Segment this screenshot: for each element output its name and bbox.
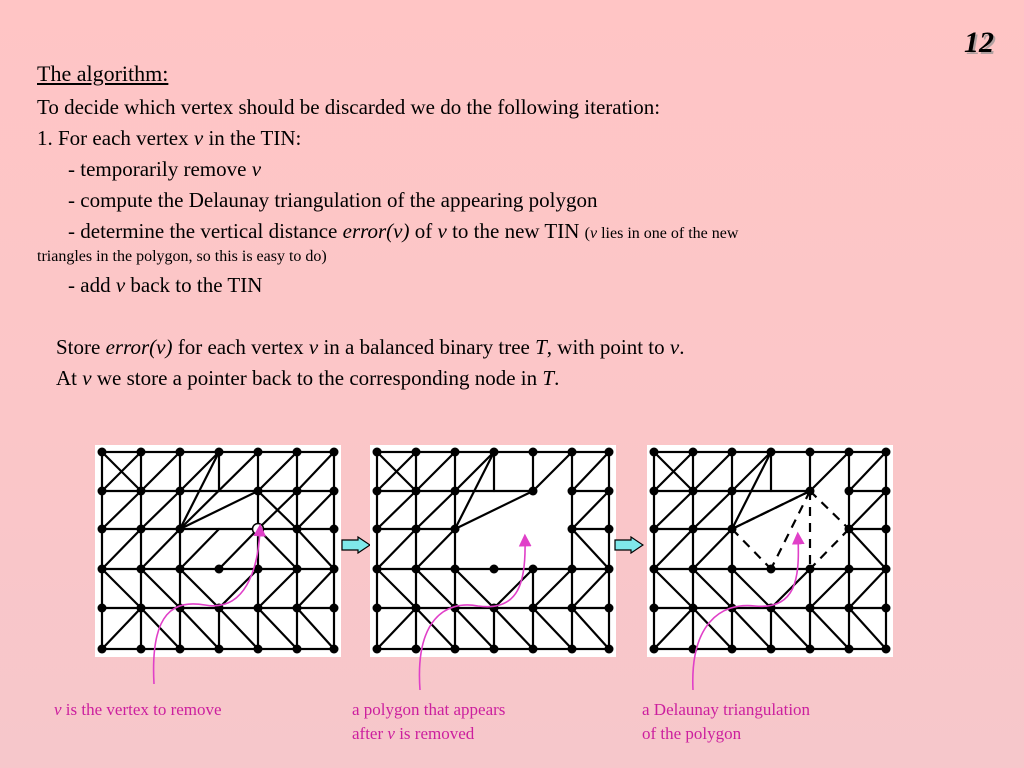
tin-diagram-triangulated — [647, 445, 893, 657]
substep-distance: - determine the vertical distance error(v) of v to the new TIN (v lies in one of the new — [68, 219, 739, 243]
new-triangulation-edges — [732, 491, 849, 569]
caption-polygon: a polygon that appears after v is removed — [352, 700, 506, 743]
right-arrow-icon — [341, 536, 371, 554]
page-title: The algorithm: — [37, 61, 169, 86]
substep-add-back: - add v back to the TIN — [68, 273, 263, 297]
pointer-line: At v we store a pointer back to the corresponding node in T. — [56, 366, 560, 390]
caption-vertex: v is the vertex to remove — [54, 700, 222, 719]
tin-diagram-polygon — [370, 445, 616, 657]
substep-triangulate: - compute the Delaunay triangulation of the appearing polygon — [68, 188, 598, 212]
substep-distance-note: triangles in the polygon, so this is easy to do) — [37, 248, 327, 265]
caption-triangulation: a Delaunay triangulation of the polygon — [642, 700, 811, 743]
slide-number: 12 — [964, 26, 994, 59]
tin-diagram-original — [95, 445, 341, 657]
intro-line: To decide which vertex should be discarded we do the following iteration: — [37, 95, 661, 119]
store-line: Store error(v) for each vertex v in a balanced binary tree T, with point to v. — [56, 335, 685, 359]
right-arrow-icon — [614, 536, 644, 554]
removed-vertex-marker — [253, 524, 264, 535]
step-1-line: 1. For each vertex v in the TIN: — [37, 126, 302, 150]
substep-remove: - temporarily remove v — [68, 157, 262, 181]
